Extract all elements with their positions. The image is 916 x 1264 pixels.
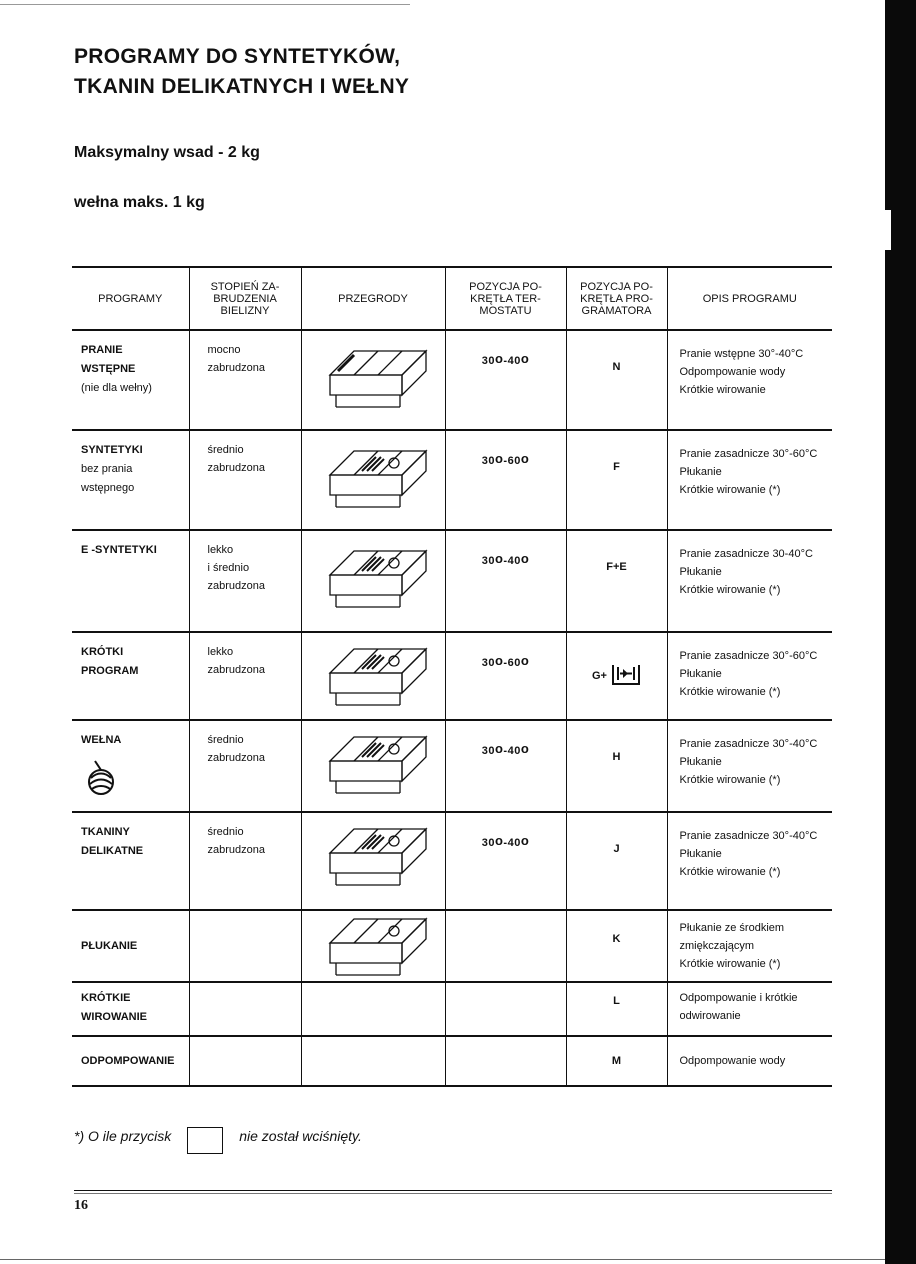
temp-high: -40 [503,745,521,757]
temp-high: -40 [503,355,521,367]
max-load-text: Maksymalny wsad - 2 kg [74,144,260,161]
deg-mark: o [520,833,530,848]
table-row [72,982,832,1036]
header-stopien [189,267,301,330]
deg-mark: o [494,741,504,756]
drawer-cell [301,812,445,910]
programmer-cell [566,982,667,1036]
table-row [72,530,832,632]
thermostat-cell [445,430,566,530]
program-code: N [612,361,621,373]
program-name-cell [72,982,189,1036]
programmer-cell [566,910,667,982]
temp-high: -60 [503,455,521,467]
soil-line-2: zabrudzona [207,362,265,374]
description-cell [667,632,832,720]
desc-line-2: odwirowanie [679,1010,741,1022]
desc-line-2: Płukanie [679,668,722,680]
program-name-cell [72,910,189,982]
desc-line-1: Pranie zasadnicze 30°-60°C [679,650,818,662]
temp-high: -40 [503,837,521,849]
detergent-drawer-main-wash-icon [314,733,432,795]
deg-mark: o [494,551,504,566]
thermostat-cell [445,720,566,812]
desc-line-1: Pranie zasadnicze 30°-40°C [679,738,818,750]
header-przegrody-label: PRZEGRODY [338,292,408,305]
drawer-cell [301,1036,445,1086]
description-cell [667,530,832,632]
desc-line-3: Krótkie wirowanie (*) [679,958,781,970]
header-programy-label: PROGRAMY [98,292,163,305]
program-name: PRANIE [81,344,123,356]
thermostat-cell [445,1036,566,1086]
desc-line-3: Krótkie wirowanie (*) [679,584,781,596]
program-code: G+ [592,669,607,682]
program-name: KRÓTKI [81,646,124,658]
top-rule [0,4,410,5]
programmer-cell [566,720,667,812]
detergent-drawer-main-wash-icon [314,645,432,707]
description-cell [667,910,832,982]
desc-line-3: Krótkie wirowanie (*) [679,774,781,786]
button-symbol-icon [187,1127,223,1154]
temp-high: -60 [503,657,521,669]
program-name-cell [72,430,189,530]
desc-line-1: Pranie wstępne 30°-40°C [679,348,804,360]
soil-cell [189,812,301,910]
deg-mark: o [520,741,530,756]
table-row [72,632,832,720]
soil-cell [189,1036,301,1086]
header-programator-label: POZYCJA PO- KRĘTŁA PRO- GRAMATORA [580,280,653,317]
header-programy [72,267,189,330]
drawer-cell [301,982,445,1036]
header-termostat-label: POZYCJA PO- KRĘTŁA TER- MOSTATU [469,280,542,317]
deg-mark: o [520,451,530,466]
program-name-cell [72,632,189,720]
table-row [72,430,832,530]
soil-line-1: mocno [207,344,241,356]
thermostat-cell [445,982,566,1036]
desc-line-2: Płukanie [679,466,722,478]
program-code: J [613,843,620,855]
deg-mark: o [494,833,504,848]
desc-line-3: Krótkie wirowanie (*) [679,484,781,496]
program-name: WEŁNA [81,734,122,746]
thermostat-cell [445,910,566,982]
programmer-cell [566,330,667,430]
drawer-cell [301,530,445,632]
thermostat-cell [445,530,566,632]
thermostat-cell [445,812,566,910]
title-line-2: TKANIN DELIKATNYCH I WEŁNY [74,75,410,98]
short-program-key-icon [611,661,641,687]
detergent-drawer-main-wash-icon [314,547,432,609]
desc-line-2: zmiękczającym [679,940,755,952]
program-code: F [613,461,620,473]
footnote [74,1124,362,1151]
program-name-cell [72,720,189,812]
detergent-drawer-prewash-icon [314,347,432,409]
scan-edge-notch [885,210,891,250]
page-number: 16 [74,1198,88,1213]
program-name-cell [72,330,189,430]
wool-symbol-icon [81,758,121,796]
header-termostat [445,267,566,330]
temp-low: 30 [481,355,495,367]
program-code: M [611,1055,622,1067]
detergent-drawer-main-wash-icon [314,447,432,509]
detergent-drawer-rinse-icon [314,915,432,977]
temp-high: -40 [503,555,521,567]
table-header-row [72,267,832,330]
thermostat-cell [445,632,566,720]
soil-line-2: zabrudzona [207,844,265,856]
soil-line-1: lekko [207,544,234,556]
header-programator [566,267,667,330]
program-name: PŁUKANIE [81,939,138,952]
soil-line-1: średnio [207,734,244,746]
desc-line-2: Odpompowanie wody [679,366,786,378]
soil-cell [189,632,301,720]
drawer-cell [301,720,445,812]
temp-low: 30 [481,555,495,567]
page-title [74,42,409,102]
soil-cell [189,910,301,982]
table-row [72,1036,832,1086]
programmer-cell [566,430,667,530]
description-cell [667,982,832,1036]
desc-line-2: Płukanie [679,566,722,578]
program-note: (nie dla wełny) [81,382,152,394]
program-code: F+E [606,561,627,573]
soil-cell [189,430,301,530]
deg-mark: o [494,653,504,668]
soil-cell [189,530,301,632]
description-cell [667,720,832,812]
header-przegrody [301,267,445,330]
program-name-2: WIROWANIE [81,1011,147,1023]
soil-line-2: i średnio [207,562,250,574]
desc-line-2: Płukanie [679,848,722,860]
program-code: H [612,751,621,763]
soil-cell [189,330,301,430]
desc-line-1: Pranie zasadnicze 30°-40°C [679,830,818,842]
header-opis [667,267,832,330]
soil-line-1: lekko [207,646,234,658]
program-name: E -SYNTETYKI [81,544,157,556]
description-cell [667,812,832,910]
table-row [72,910,832,982]
bottom-scan-line [0,1259,885,1260]
desc-line-1: Odpompowanie i krótkie [679,992,798,1004]
deg-mark: o [520,351,530,366]
description-cell [667,430,832,530]
temp-low: 30 [481,837,495,849]
programmer-cell [566,632,667,720]
soil-line-2: zabrudzona [207,752,265,764]
program-name: ODPOMPOWANIE [81,1054,175,1067]
program-name: TKANINY [81,826,130,838]
programmer-cell [566,530,667,632]
deg-mark: o [520,653,530,668]
desc-line-3: Krótkie wirowanie (*) [679,866,781,878]
scan-edge-bar [885,0,916,1264]
temp-low: 30 [481,745,495,757]
program-name-2: DELIKATNE [81,845,144,857]
soil-line-2: zabrudzona [207,664,265,676]
header-opis-label: OPIS PROGRAMU [702,292,797,305]
soil-cell [189,982,301,1036]
soil-line-2: zabrudzona [207,462,265,474]
desc-line-3: Krótkie wirowanie (*) [679,686,781,698]
description-cell [667,1036,832,1086]
programmer-cell [566,812,667,910]
detergent-drawer-main-wash-icon [314,825,432,887]
temp-low: 30 [481,657,495,669]
drawer-cell [301,330,445,430]
soil-line-3: zabrudzona [207,580,265,592]
soil-line-1: średnio [207,826,244,838]
deg-mark: o [494,351,504,366]
description-cell [667,330,832,430]
program-name-2: PROGRAM [81,665,139,677]
soil-line-1: średnio [207,444,244,456]
desc-line-2: Płukanie [679,756,722,768]
table-row [72,720,832,812]
thermostat-cell [445,330,566,430]
program-name-2: WSTĘPNE [81,363,136,375]
program-name: KRÓTKIE [81,992,131,1004]
program-note: wstępnego [81,482,135,494]
header-stopien-label: STOPIEŃ ZA- BRUDZENIA BIELIZNY [210,280,280,317]
program-name-cell [72,530,189,632]
program-code: K [612,933,621,945]
desc-line-1: Odpompowanie wody [679,1055,786,1067]
footer-rule [74,1190,832,1191]
program-code: L [613,995,620,1007]
temp-low: 30 [481,455,495,467]
footnote-text-b: nie został wciśnięty. [239,1128,362,1145]
deg-mark: o [520,551,530,566]
program-name-cell [72,1036,189,1086]
table-row [72,812,832,910]
desc-line-1: Pranie zasadnicze 30-40°C [679,548,813,560]
desc-line-3: Krótkie wirowanie [679,384,766,396]
desc-line-1: Pranie zasadnicze 30°-60°C [679,448,818,460]
soil-cell [189,720,301,812]
program-name-cell [72,812,189,910]
drawer-cell [301,632,445,720]
program-name-2: bez prania [81,463,133,475]
deg-mark: o [494,451,504,466]
programmer-cell [566,1036,667,1086]
program-name: SYNTETYKI [81,444,143,456]
desc-line-1: Płukanie ze środkiem [679,922,785,934]
footer-rule-2 [74,1193,832,1194]
drawer-cell [301,910,445,982]
drawer-cell [301,430,445,530]
program-table [72,266,832,1087]
title-line-1: PROGRAMY DO SYNTETYKÓW, [74,45,401,68]
wool-max-text: wełna maks. 1 kg [74,194,205,211]
table-row [72,330,832,430]
footnote-text-a: *) O ile przycisk [74,1128,172,1145]
